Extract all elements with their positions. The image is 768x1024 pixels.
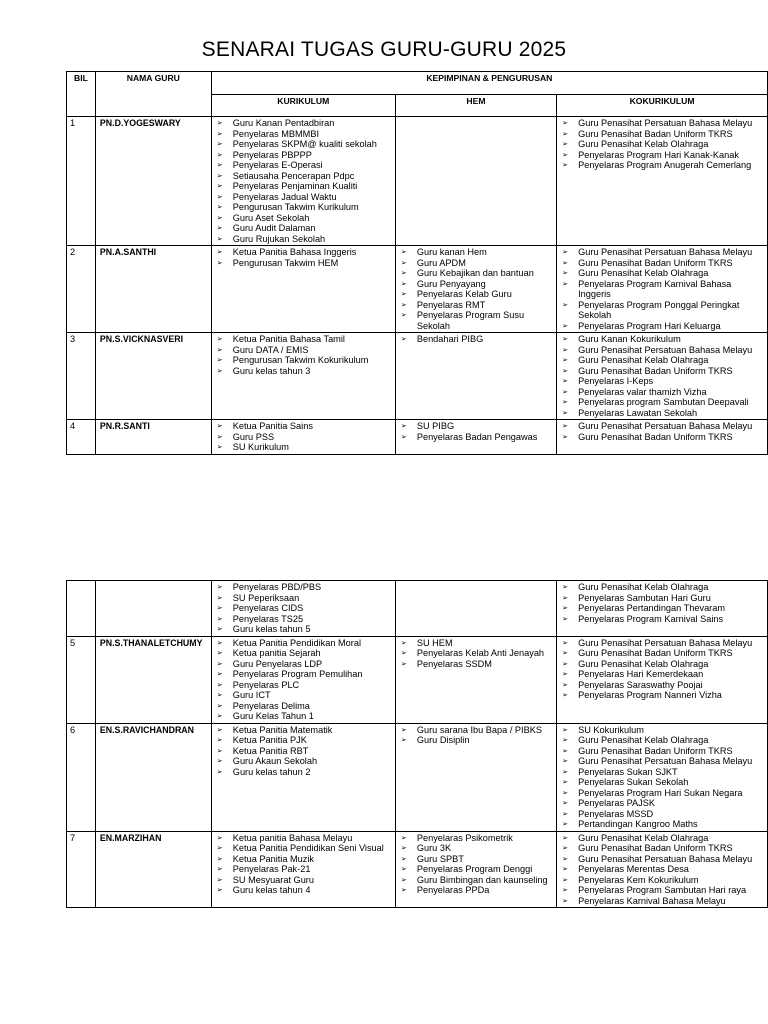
duty-item: ➢ Guru Penasihat Kelab Olahraga — [559, 735, 764, 746]
kokurikulum-duty-list — [575, 638, 764, 701]
duty-item: ➢ SU PIBG — [398, 421, 553, 432]
duty-item: ➢ Guru Kanan Pentadbiran — [214, 118, 392, 129]
duty-item: ➢ Penyelaras Pak-21 — [214, 864, 392, 875]
duty-item: ➢ Guru Penasihat Kelab Olahraga — [559, 268, 764, 279]
teacher-row — [67, 581, 768, 637]
hem-cell — [395, 117, 556, 246]
kurikulum-cell — [211, 723, 395, 831]
duty-item: ➢ Guru sarana Ibu Bapa / PIBKS — [398, 725, 553, 736]
hem-duty-list — [414, 247, 553, 331]
teacher-row — [67, 636, 768, 723]
duty-table-part-2 — [66, 580, 768, 908]
duty-item: ➢ Penyelaras CIDS — [214, 603, 392, 614]
hem-cell — [395, 831, 556, 908]
duty-item: ➢ Penyelaras PBD/PBS — [214, 582, 392, 593]
hem-duty-list — [414, 421, 553, 442]
kurikulum-header: KURIKULUM — [211, 95, 395, 117]
duty-table-part-1 — [66, 71, 768, 455]
duty-item: ➢ Guru Penasihat Kelab Olahraga — [559, 355, 764, 366]
duty-item: ➢ SU Kurikulum — [214, 442, 392, 453]
bil-cell: 6 — [67, 723, 96, 831]
duty-item: ➢ Penyelaras Pertandingan Thevaram — [559, 603, 764, 614]
duty-item: ➢ Guru PSS — [214, 432, 392, 443]
duty-item: ➢ Guru Penasihat Persatuan Bahasa Melayu — [559, 756, 764, 767]
duty-item: ➢ Pengurusan Takwim Kurikulum — [214, 202, 392, 213]
kokurikulum-duty-list — [575, 247, 764, 331]
teacher-name-cell: PN.S.VICKNASVERI — [95, 333, 211, 420]
duty-item: ➢ Penyelaras Hari Kemerdekaan — [559, 669, 764, 680]
duty-item: ➢ Penyelaras Program Sambutan Hari raya — [559, 885, 764, 896]
duty-item: ➢ Guru Penasihat Persatuan Bahasa Melayu — [559, 345, 764, 356]
duty-item: ➢ Guru SPBT — [398, 854, 553, 865]
teacher-name-cell — [95, 581, 211, 637]
kokurikulum-duty-list — [575, 833, 764, 907]
kokurikulum-cell — [557, 831, 768, 908]
duty-item: ➢ Penyelaras program Sambutan Deepavali — [559, 397, 764, 408]
bil-cell — [67, 581, 96, 637]
kurikulum-duty-list — [230, 833, 392, 896]
duty-item: ➢ Guru kelas tahun 3 — [214, 366, 392, 377]
duty-item: ➢ Guru kelas tahun 5 — [214, 624, 392, 635]
kurikulum-cell — [211, 636, 395, 723]
duty-item: ➢ Ketua Panitia Pendidikan Seni Visual — [214, 843, 392, 854]
kurikulum-duty-list — [230, 725, 392, 778]
duty-item: ➢ Ketua panitia Sejarah — [214, 648, 392, 659]
bil-cell: 3 — [67, 333, 96, 420]
duty-item: ➢ SU Kokurikulum — [559, 725, 764, 736]
teacher-name-cell: PN.D.YOGESWARY — [95, 117, 211, 246]
teacher-row — [67, 420, 768, 455]
duty-item: ➢ Ketua Panitia RBT — [214, 746, 392, 757]
duty-item: ➢ Guru kelas tahun 2 — [214, 767, 392, 778]
bil-header: BIL — [67, 72, 96, 117]
duty-item: ➢ Guru Penasihat Persatuan Bahasa Melayu — [559, 118, 764, 129]
duty-item: ➢ Guru Akaun Sekolah — [214, 756, 392, 767]
hem-duty-list — [414, 833, 553, 896]
kurikulum-cell — [211, 246, 395, 333]
duty-item: ➢ Penyelaras PPDa — [398, 885, 553, 896]
duty-item: ➢ Guru Penasihat Badan Uniform TKRS — [559, 432, 764, 443]
duty-item: ➢ Penyelaras Program Nanneri Vizha — [559, 690, 764, 701]
teacher-row — [67, 117, 768, 246]
duty-item: ➢ Bendahari PIBG — [398, 334, 553, 345]
teacher-name-cell: PN.S.THANALETCHUMY — [95, 636, 211, 723]
duty-item: ➢ Penyelaras PBPPP — [214, 150, 392, 161]
duty-item: ➢ Penyelaras Lawatan Sekolah — [559, 408, 764, 419]
duty-item: ➢ Guru Kanan Kokurikulum — [559, 334, 764, 345]
duty-item: ➢ Penyelaras Sambutan Hari Guru — [559, 593, 764, 604]
hem-duty-list — [414, 638, 553, 670]
teacher-name-cell: PN.A.SANTHI — [95, 246, 211, 333]
duty-item: ➢ Pertandingan Kangroo Maths — [559, 819, 764, 830]
duty-item: ➢ Ketua Panitia Sains — [214, 421, 392, 432]
duty-item: ➢ Guru Penasihat Persatuan Bahasa Melayu — [559, 638, 764, 649]
duty-item: ➢ Guru Penasihat Kelab Olahraga — [559, 139, 764, 150]
duty-item: ➢ Penyelaras Badan Pengawas — [398, 432, 553, 443]
duty-item: ➢ Penyelaras TS25 — [214, 614, 392, 625]
hem-cell — [395, 723, 556, 831]
kurikulum-duty-list — [230, 247, 392, 268]
duty-item: ➢ Guru Penasihat Kelab Olahraga — [559, 659, 764, 670]
duty-item: ➢ Guru Penasihat Badan Uniform TKRS — [559, 746, 764, 757]
table-2-body — [67, 581, 768, 908]
kurikulum-cell — [211, 117, 395, 246]
kokurikulum-cell — [557, 117, 768, 246]
teacher-row — [67, 831, 768, 908]
bil-cell: 1 — [67, 117, 96, 246]
kurikulum-cell — [211, 333, 395, 420]
duty-item: ➢ Penyelaras Penjaminan Kualiti — [214, 181, 392, 192]
duty-item: ➢ Penyelaras Program Karnival Bahasa Inggeris — [559, 279, 764, 300]
duty-item: ➢ Guru Penasihat Badan Uniform TKRS — [559, 258, 764, 269]
duty-item: ➢ Penyelaras Kem Kokurikulum — [559, 875, 764, 886]
hem-duty-list — [414, 725, 553, 746]
duty-item: ➢ Penyelaras Psikometrik — [398, 833, 553, 844]
duty-item: ➢ Guru Audit Dalaman — [214, 223, 392, 234]
duty-item: ➢ Ketua Panitia Bahasa Tamil — [214, 334, 392, 345]
nama-header: NAMA GURU — [95, 72, 211, 117]
kurikulum-duty-list — [230, 334, 392, 376]
duty-item: ➢ Penyelaras Program Hari Sukan Negara — [559, 788, 764, 799]
duty-item: ➢ Guru Penyelaras LDP — [214, 659, 392, 670]
kokurikulum-duty-list — [575, 582, 764, 624]
duty-item: ➢ Penyelaras E-Operasi — [214, 160, 392, 171]
teacher-row — [67, 246, 768, 333]
kokurikulum-cell — [557, 420, 768, 455]
duty-item: ➢ Penyelaras Program Susu Sekolah — [398, 310, 553, 331]
duty-item: ➢ Penyelaras Program Denggi — [398, 864, 553, 875]
kurikulum-cell — [211, 831, 395, 908]
duty-item: ➢ Penyelaras SKPM@ kualiti sekolah — [214, 139, 392, 150]
duty-item: ➢ Guru Penasihat Persatuan Bahasa Melayu — [559, 247, 764, 258]
duty-item: ➢ Penyelaras Jadual Waktu — [214, 192, 392, 203]
duty-item: ➢ Penyelaras Karnival Bahasa Melayu — [559, 896, 764, 907]
duty-item: ➢ Guru Bimbingan dan kaunseling — [398, 875, 553, 886]
duty-item: ➢ Penyelaras I-Keps — [559, 376, 764, 387]
duty-item: ➢ Guru Penasihat Persatuan Bahasa Melayu — [559, 421, 764, 432]
kurikulum-duty-list — [230, 638, 392, 722]
duty-item: ➢ Guru ICT — [214, 690, 392, 701]
kokurikulum-duty-list — [575, 725, 764, 830]
duty-item: ➢ Guru Penasihat Persatuan Bahasa Melayu — [559, 854, 764, 865]
duty-item: ➢ Pengurusan Takwim Kokurikulum — [214, 355, 392, 366]
duty-item: ➢ Penyelaras Program Pemulihan — [214, 669, 392, 680]
duty-item: ➢ SU Peperiksaan — [214, 593, 392, 604]
duty-item: ➢ Guru Penasihat Badan Uniform TKRS — [559, 366, 764, 377]
duty-item: ➢ Penyelaras PAJSK — [559, 798, 764, 809]
duty-item: ➢ SU Mesyuarat Guru — [214, 875, 392, 886]
duty-item: ➢ Penyelaras Program Anugerah Cemerlang — [559, 160, 764, 171]
duty-item: ➢ Guru Penasihat Kelab Olahraga — [559, 833, 764, 844]
duty-item: ➢ Guru Rujukan Sekolah — [214, 234, 392, 245]
hem-header: HEM — [395, 95, 556, 117]
kokurikulum-duty-list — [575, 118, 764, 171]
hem-cell — [395, 636, 556, 723]
kurikulum-duty-list — [230, 421, 392, 453]
hem-cell — [395, 246, 556, 333]
kokurikulum-duty-list — [575, 421, 764, 442]
hem-cell — [395, 420, 556, 455]
duty-item: ➢ Penyelaras Program Karnival Sains — [559, 614, 764, 625]
duty-item: ➢ Penyelaras Kelab Anti Jenayah — [398, 648, 553, 659]
duty-item: ➢ Penyelaras Saraswathy Poojai — [559, 680, 764, 691]
duty-item: ➢ Ketua Panitia Matematik — [214, 725, 392, 736]
bil-cell: 4 — [67, 420, 96, 455]
duty-item: ➢ Guru Penasihat Badan Uniform TKRS — [559, 648, 764, 659]
kokurikulum-duty-list — [575, 334, 764, 418]
kurikulum-cell — [211, 420, 395, 455]
duty-item: ➢ Guru Kebajikan dan bantuan — [398, 268, 553, 279]
duty-item: ➢ Penyelaras PLC — [214, 680, 392, 691]
duty-item: ➢ Guru Penyayang — [398, 279, 553, 290]
bil-cell: 5 — [67, 636, 96, 723]
duty-item: ➢ Penyelaras Delima — [214, 701, 392, 712]
duty-item: ➢ Penyelaras valar thamizh Vizha — [559, 387, 764, 398]
teacher-name-cell: PN.R.SANTI — [95, 420, 211, 455]
kokurikulum-cell — [557, 581, 768, 637]
kokurikulum-cell — [557, 333, 768, 420]
duty-item: ➢ Penyelaras SSDM — [398, 659, 553, 670]
duty-item: ➢ Ketua Panitia Muzik — [214, 854, 392, 865]
duty-item: ➢ Guru Aset Sekolah — [214, 213, 392, 224]
duty-item: ➢ Guru Disiplin — [398, 735, 553, 746]
duty-item: ➢ Guru Penasihat Badan Uniform TKRS — [559, 843, 764, 854]
duty-item: ➢ Guru kelas tahun 4 — [214, 885, 392, 896]
kurikulum-duty-list — [230, 118, 392, 244]
duty-item: ➢ Penyelaras Sukan Sekolah — [559, 777, 764, 788]
duty-item: ➢ Penyelaras Program Hari Keluarga — [559, 321, 764, 332]
kurikulum-cell — [211, 581, 395, 637]
duty-item: ➢ Penyelaras Merentas Desa — [559, 864, 764, 875]
teacher-name-cell: EN.S.RAVICHANDRAN — [95, 723, 211, 831]
duty-item: ➢ Guru APDM — [398, 258, 553, 269]
duty-item: ➢ Penyelaras Program Hari Kanak-Kanak — [559, 150, 764, 161]
page-title: SENARAI TUGAS GURU-GURU 2025 — [201, 38, 567, 61]
kepimpinan-header: KEPIMPINAN & PENGURUSAN — [211, 72, 767, 95]
teacher-row — [67, 333, 768, 420]
duty-item: ➢ Setiausaha Pencerapan Pdpc — [214, 171, 392, 182]
kokurikulum-cell — [557, 723, 768, 831]
duty-item: ➢ Ketua panitia Bahasa Melayu — [214, 833, 392, 844]
teacher-row — [67, 723, 768, 831]
kurikulum-duty-list — [230, 582, 392, 635]
teacher-name-cell: EN.MARZIHAN — [95, 831, 211, 908]
header-row — [67, 72, 768, 95]
duty-item: ➢ SU HEM — [398, 638, 553, 649]
table-1-body — [67, 117, 768, 455]
duty-item: ➢ Penyelaras MBMMBI — [214, 129, 392, 140]
duty-item: ➢ Guru DATA / EMIS — [214, 345, 392, 356]
duty-item: ➢ Ketua Panitia Bahasa Inggeris — [214, 247, 392, 258]
duty-item: ➢ Ketua Panitia PJK — [214, 735, 392, 746]
kokurikulum-cell — [557, 246, 768, 333]
duty-item: ➢ Ketua Panitia Pendidikan Moral — [214, 638, 392, 649]
duty-item: ➢ Guru 3K — [398, 843, 553, 854]
bil-cell: 7 — [67, 831, 96, 908]
kokurikulum-header: KOKURIKULUM — [557, 95, 768, 117]
duty-item: ➢ Penyelaras MSSD — [559, 809, 764, 820]
duty-item: ➢ Penyelaras Sukan SJKT — [559, 767, 764, 778]
hem-cell — [395, 333, 556, 420]
bil-cell: 2 — [67, 246, 96, 333]
duty-item: ➢ Guru kanan Hem — [398, 247, 553, 258]
duty-item: ➢ Pengurusan Takwim HEM — [214, 258, 392, 269]
duty-item: ➢ Penyelaras Program Ponggal Peringkat Sekolah — [559, 300, 764, 321]
duty-item: ➢ Guru Kelas Tahun 1 — [214, 711, 392, 722]
kokurikulum-cell — [557, 636, 768, 723]
hem-cell — [395, 581, 556, 637]
duty-item: ➢ Guru Penasihat Kelab Olahraga — [559, 582, 764, 593]
duty-item: ➢ Penyelaras RMT — [398, 300, 553, 311]
hem-duty-list — [414, 334, 553, 345]
duty-item: ➢ Guru Penasihat Badan Uniform TKRS — [559, 129, 764, 140]
duty-item: ➢ Penyelaras Kelab Guru — [398, 289, 553, 300]
